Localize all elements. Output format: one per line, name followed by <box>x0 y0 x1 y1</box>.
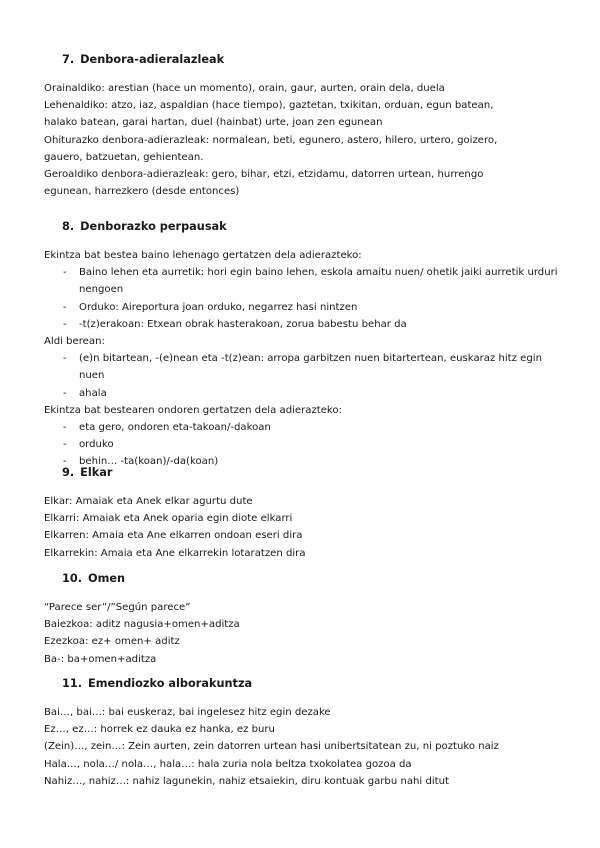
text-line: Ezezkoa: ez+ omen+ aditz <box>44 636 180 648</box>
section-number: 11. <box>62 677 83 690</box>
dash-list <box>44 264 564 333</box>
section-number: 9. <box>62 466 75 479</box>
section-title: Denborazko perpausak <box>80 220 227 233</box>
section-number: 8. <box>62 220 75 233</box>
text-line: halako batean, garai hartan, duel (hainbat) urte, joan zen egunean <box>44 117 383 129</box>
dash-list <box>44 419 564 471</box>
text-line: Ez…, ez…: horrek ez dauka ez hanka, ez buru <box>44 724 275 736</box>
dash-list <box>44 350 564 402</box>
text-line: Orainaldiko: arestian (hace un momento), orain, gaur, aurten, orain dela, duela <box>44 83 445 94</box>
text-line: Elkarri: Amaiak eta Anek oparia egin diote elkarri <box>44 513 293 525</box>
section-11 <box>44 676 564 790</box>
text-line: Elkarren: Amaia eta Ane elkarren ondoan eseri dira <box>44 530 303 542</box>
section-8 <box>44 219 564 471</box>
list-item: - Orduko: Aireportura joan orduko, negarrez hasi nintzen <box>44 299 564 316</box>
section-title: Denbora-adieralazleak <box>80 53 225 66</box>
list-item: - eta gero, ondoren eta-takoan/-dakoan <box>44 419 564 436</box>
list-item: - ahala <box>44 385 564 402</box>
group-intro: Aldi berean: <box>44 336 105 348</box>
text-line: Nahiz…, nahiz…: nahiz lagunekin, nahiz etsaiekin, diru kontuak garbu nahi ditut <box>44 775 449 787</box>
text-line: Geroaldiko denbora-adierazleak: gero, bihar, etzi, etzidamu, datorren urtean, hurrengo <box>44 169 484 181</box>
text-line: egunean, harrezkero (desde entonces) <box>44 186 240 198</box>
section-title: Omen <box>88 572 126 585</box>
text-line: Elkar: Amaiak eta Anek elkar agurtu dute <box>44 496 253 507</box>
section-7 <box>44 52 564 200</box>
list-item: - orduko <box>44 436 564 453</box>
section-number: 10. <box>62 572 83 585</box>
group-intro: Ekintza bat bestea baino lehenago gertatzen dela adierazteko: <box>44 250 362 261</box>
text-line: (Zein)…, zein…: Zein aurten, zein datorren urtean hasi unibertsitatean zu, ni poztuko naiz <box>44 741 499 753</box>
section-heading <box>44 465 564 481</box>
section-title: Emendiozko alborakuntza <box>88 677 253 690</box>
section-10 <box>44 571 564 668</box>
text-line: Bai…, bai…: bai euskeraz, bai ingelesez hitz egin dezake <box>44 707 331 718</box>
text-line: Hala…, nola…/ nola…, hala…: hala zuria nola beltza txokolatea gozoa da <box>44 758 412 770</box>
list-item: - behin… -ta(koan)/-da(koan) <box>44 453 564 470</box>
list-item: - -t(z)erakoan: Etxean obrak hasterakoan, zorua babestu behar da <box>44 316 564 333</box>
text-line: Ohiturazko denbora-adierazleak: normalean, beti, egunero, astero, hilero, urtero, goizero, <box>44 134 498 146</box>
list-item: - Baino lehen eta aurretik: hori egin baino lehen, eskola amaitu nuen/ ohetik jaiki aurretik urduri nengoen <box>44 264 564 298</box>
section-9 <box>44 465 564 562</box>
text-line: Elkarrekin: Amaia eta Ane elkarrekin lotaratzen dira <box>44 547 306 559</box>
group-intro: Ekintza bat bestearen ondoren gertatzen dela adierazteko: <box>44 404 342 416</box>
text-line: Baiezkoa: aditz nagusia+omen+aditza <box>44 619 240 631</box>
section-heading <box>44 219 564 235</box>
text-line: Ba-: ba+omen+aditza <box>44 653 157 665</box>
list-item: - (e)n bitartean, -(e)nean eta -t(z)ean: arropa garbitzen nuen bitartertean, euskaraz hitz egin nuen <box>44 350 564 384</box>
section-title: Elkar <box>80 466 113 479</box>
section-heading <box>44 676 564 692</box>
section-heading <box>44 571 564 587</box>
section-number: 7. <box>62 53 75 66</box>
text-line: gauero, batzuetan, gehientean. <box>44 151 204 163</box>
text-line: Lehenaldiko: atzo, iaz, aspaldian (hace tiempo), gaztetan, txikitan, orduan, egun batean, <box>44 100 494 112</box>
text-line: “Parece ser”/”Según parece” <box>44 602 191 613</box>
section-heading <box>44 52 564 68</box>
